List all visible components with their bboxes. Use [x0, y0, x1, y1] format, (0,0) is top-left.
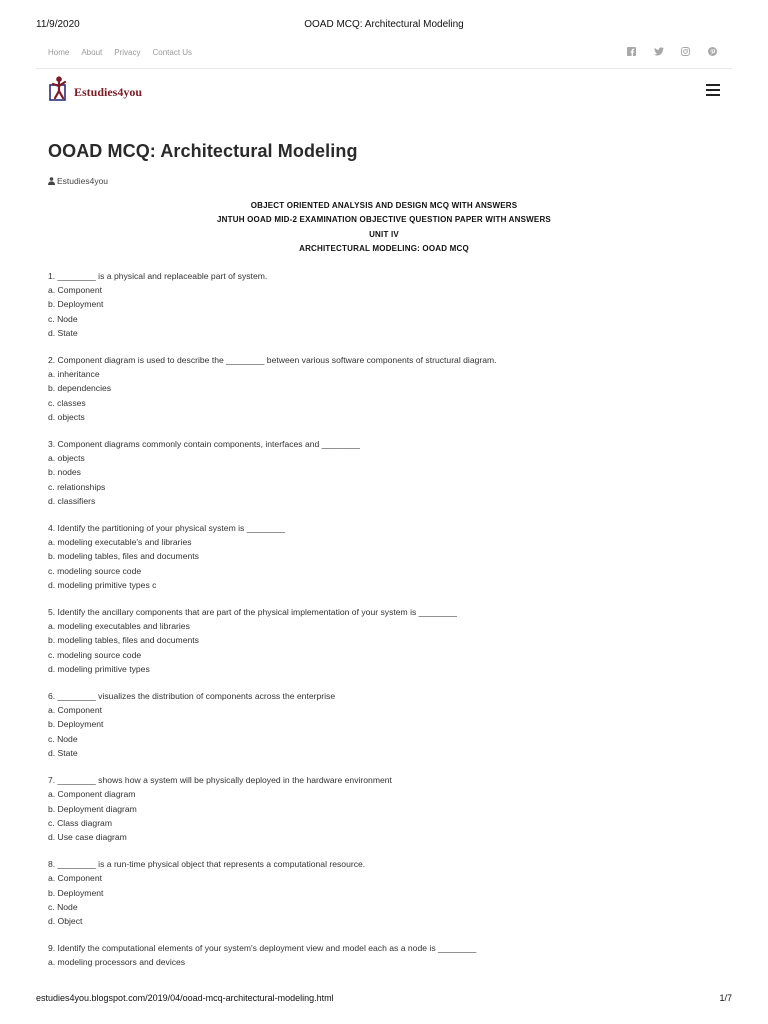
page-number: 1/7 [719, 993, 732, 1003]
option: a. Component diagram [48, 789, 136, 800]
option: b. Deployment diagram [48, 803, 137, 814]
heading-line: OBJECT ORIENTED ANALYSIS AND DESIGN MCQ WITH ANSWERS [250, 201, 518, 210]
option: c. Node [48, 901, 78, 912]
question-6 [48, 689, 720, 760]
question-text: 9. Identify the computational elements of your system's deployment view and model each as a node is ________ [48, 943, 477, 954]
question-text: 6. ________ visualizes the distribution of components across the enterprise [48, 691, 336, 702]
question-5 [48, 605, 720, 676]
option: a. modeling processors and devices [48, 957, 186, 968]
question-text: 7. ________ shows how a system will be physically deployed in the hardware environment [48, 775, 392, 786]
twitter-icon[interactable] [653, 46, 664, 57]
brand-bar [36, 68, 732, 114]
option: a. modeling executables and libraries [48, 621, 190, 632]
option: a. objects [48, 453, 85, 464]
question-text: 3. Component diagrams commonly contain components, interfaces and ________ [48, 439, 360, 450]
logo-figure-icon [48, 76, 70, 102]
option: a. Component [48, 705, 102, 716]
option: c. modeling source code [48, 565, 142, 576]
option: d. modeling primitive types c [48, 579, 157, 590]
heading-line: UNIT IV [369, 229, 399, 239]
user-icon [48, 177, 55, 185]
question-text: 2. Component diagram is used to describe the ________ between various software components of structural diagram. [48, 355, 497, 366]
option: c. Node [48, 733, 78, 744]
site-name: Estudies4you [74, 84, 143, 99]
author-name: Estudies4you [57, 176, 109, 186]
question-7 [48, 773, 720, 844]
option: a. Component [48, 873, 102, 884]
nav-home-link[interactable]: Home [48, 48, 70, 57]
top-nav [48, 48, 192, 57]
print-header [36, 19, 732, 33]
question-2 [48, 353, 720, 424]
option: a. Component [48, 285, 102, 296]
option: b. Deployment [48, 887, 104, 898]
print-url: estudies4you.blogspot.com/2019/04/ooad-mcq-architectural-modeling.html [36, 993, 334, 1003]
post-title: OOAD MCQ: Architectural Modeling [48, 141, 358, 161]
option: b. modeling tables, files and documents [48, 635, 199, 646]
post-author[interactable] [48, 176, 108, 186]
option: c. Class diagram [48, 817, 112, 828]
option: d. objects [48, 411, 85, 422]
top-bar [36, 40, 732, 69]
question-text: 5. Identify the ancillary components that are part of the physical implementation of your system is ________ [48, 607, 457, 618]
option: b. Deployment [48, 299, 104, 310]
option: b. nodes [48, 467, 81, 478]
question-3 [48, 437, 720, 508]
facebook-icon[interactable] [626, 46, 637, 57]
option: d. State [48, 327, 78, 338]
pinterest-icon[interactable] [707, 46, 718, 57]
option: c. classes [48, 397, 86, 408]
social-links [626, 46, 718, 57]
nav-about-link[interactable]: About [81, 48, 103, 57]
question-list [48, 269, 720, 983]
option: b. Deployment [48, 719, 104, 730]
option: b. modeling tables, files and documents [48, 551, 199, 562]
option: d. modeling primitive types [48, 663, 150, 674]
question-text: 8. ________ is a run-time physical object that represents a computational resource. [48, 859, 366, 870]
heading-line: ARCHITECTURAL MODELING: OOAD MCQ [299, 243, 469, 253]
nav-privacy-link[interactable]: Privacy [114, 48, 141, 57]
option: c. relationships [48, 481, 106, 492]
option: d. Object [48, 915, 83, 926]
heading-line: JNTUH OOAD MID-2 EXAMINATION OBJECTIVE QUESTION PAPER WITH ANSWERS [217, 215, 551, 225]
option: d. State [48, 747, 78, 758]
option: b. dependencies [48, 383, 112, 394]
post-headings [0, 199, 768, 256]
question-1 [48, 269, 720, 340]
question-4 [48, 521, 720, 592]
print-date: 11/9/2020 [36, 19, 80, 30]
option: c. Node [48, 313, 78, 324]
nav-contact-link[interactable]: Contact Us [152, 48, 193, 57]
option: a. modeling executable's and libraries [48, 537, 192, 548]
option: c. modeling source code [48, 649, 142, 660]
option: d. Use case diagram [48, 831, 127, 842]
question-text: 4. Identify the partitioning of your physical system is ________ [48, 523, 285, 534]
site-logo[interactable] [48, 76, 142, 102]
question-8 [48, 857, 720, 928]
hamburger-menu-icon[interactable] [706, 84, 720, 96]
print-doc-title: OOAD MCQ: Architectural Modeling [304, 19, 464, 30]
option: a. inheritance [48, 369, 100, 380]
question-9 [48, 941, 720, 969]
instagram-icon[interactable] [680, 46, 691, 57]
question-text: 1. ________ is a physical and replaceable part of system. [48, 271, 268, 281]
option: d. classifiers [48, 495, 96, 506]
